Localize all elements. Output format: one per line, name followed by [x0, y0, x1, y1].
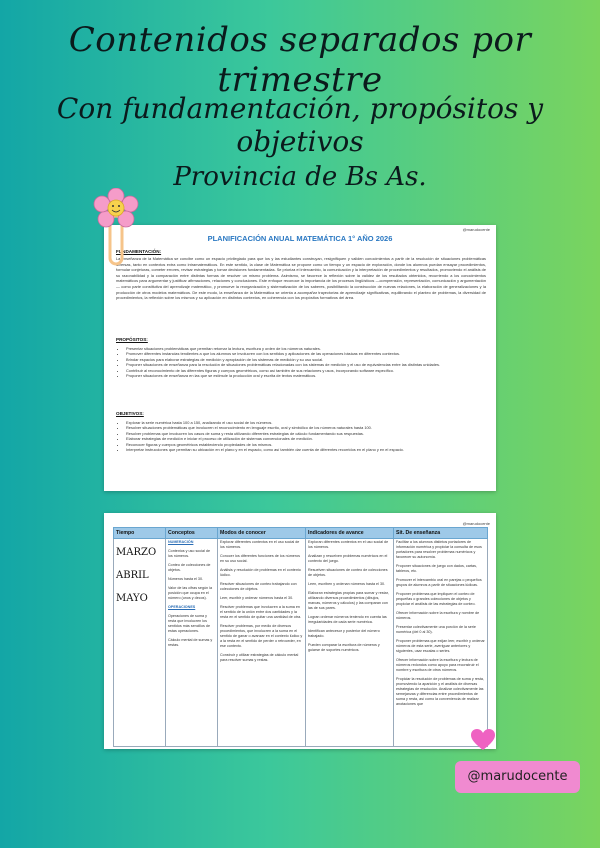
modo-item: Leer, escribir y ordenar números hasta el 30. — [220, 596, 294, 600]
header-subtitle: Con fundamentación, propósitos y objetivos — [56, 92, 544, 158]
objetivo-item: • Elaborar estrategias de medición e iniciar el proceso de utilización de sistemas convencionales de medición. — [126, 436, 494, 441]
fundamentacion-text: La enseñanza de la Matemática se concibe como un espacio privilegiado para que los y las estudiantes construyan, resignifiquen y validen conocimientos a partir de la resolución de situaciones problemáticas diversas, tanto en contextos extra como intramatemáticos. En este sentido, la clase de Matemática se propone como un tiempo y un espacio de exploración, donde los alumnos puedan ensayar procedimientos, formular conjeturas, cometer errores, revisar estrategias y tomar decisiones fundamentadas. Se prioriza el intercambio, la comunicación y la interpretación de procedimientos y resultados, promoviendo el análisis de su razonabilidad y la comparación entre distintas formas de resolver un mismo problema. Asimismo, se favorece la reflexión sobre la validez de los resultados obtenidos, recurriendo a los conocimientos matemáticos para argumentar y justificar afirmaciones, relaciones y conclusiones. Este enfoque reconoce la importancia de los procesos lingüísticos —comprensión, representación, comunicación y argumentación— como parte constitutiva del aprendizaje matemático, y promueve la reorganización y sistematización de los saberes, posibilitando la construcción de nuevas relaciones, la elaboración de generalizaciones y la producción de otros modelos matemáticos. De este modo, la enseñanza de la Matemática se orienta a acompañar trayectorias de aprendizaje significativas, equilibrando el planteo de problemas, la diversidad de procedimientos, la reflexión sobre los mismos y su aplicación en distintos contextos, en coherencia con los propósitos formativos del área. — [116, 256, 486, 301]
concept-item: Operaciones de suma y resta que involucren los sentidos más sencillos de estas operaciones. — [168, 614, 211, 633]
cell-modos — [218, 539, 306, 747]
cell-conceptos — [166, 539, 218, 747]
indicador-item: Resuelven situaciones de conteo de colecciones de objetos. — [308, 568, 388, 577]
concept-item: Números hasta el 30. — [168, 577, 204, 581]
page-title: PLANIFICACIÓN ANUAL MATEMÁTICA 1° AÑO 2026 — [207, 234, 393, 243]
cell-situaciones — [394, 539, 488, 747]
situacion-item: Proponer problemas que exijan leer, escribir y ordenar números de esta serie, averiguar anteriores y siguientes, usar escalas o series. — [396, 639, 485, 653]
modo-item: Resolver problemas, por medio de diversos procedimientos, que involucren a la suma en el sentido de ganar o avanzar en el contexto lúdico y a la resta en el sentido de perder o retroceder, en ese contexto. — [220, 624, 303, 648]
objetivo-item: • Resolver problemas que involucren los casos de suma y resta utilizando diferentes estrategias de cálculo fundamentando sus respuestas. — [126, 431, 494, 436]
modo-item: Explorar diferentes contextos en el uso social de los números. — [220, 540, 300, 549]
month-label: MARZO — [116, 547, 157, 558]
month-label: MAYO — [116, 593, 148, 604]
concept-heading: NUMERACIÓN — [168, 540, 194, 544]
fundamentacion-heading: FUNDAMENTACIÓN: — [116, 249, 162, 254]
page-brand: @marudocente — [462, 227, 490, 232]
concept-item: Valor de las cifras según la posición que ocupa en el número (unos y decos). — [168, 586, 212, 600]
situacion-item: Ofrecer información sobre la escritura y lectura de números redondos como apoyo para reconstruir el nombre y escritura de otros números. — [396, 658, 479, 672]
indicador-item: Leen, escriben y ordenan números hasta el 30. — [308, 582, 386, 586]
concept-heading: OPERACIONES — [168, 605, 196, 609]
header-province: Provincia de Bs As. — [173, 162, 427, 192]
indicador-item: Elaboran estrategias propias para sumar y restar, utilizando diversos procedimientos (dibujos, marcas, números y cálculos) y las comparan con las de sus pares. — [308, 591, 389, 610]
document-page-fundamentacion — [104, 225, 496, 491]
situacion-item: Proponer problemas que impliquen el conteo de pequeñas o grandes colecciones de objetos y propiciar el análisis de las estrategias de conteo. — [396, 592, 476, 606]
social-handle: @marudocente — [455, 761, 580, 793]
col-header-modos: Modos de conocer — [218, 528, 306, 539]
objetivos-list — [118, 420, 494, 452]
objetivo-item: • Reconocer figuras y cuerpos geométricos estableciendo propiedades de los mismos. — [126, 442, 494, 447]
flower-clip-icon — [88, 188, 148, 268]
concept-item: Cálculo mental de sumas y restas. — [168, 638, 213, 647]
proposito-item: • Brindar espacios para elaborar estrategias de medición y apropiación de los sistemas de medición y su uso social. — [126, 357, 494, 362]
header-title: Contenidos separados por trimestre — [68, 20, 532, 100]
concept-list — [168, 549, 215, 601]
proposito-item: • Proponer situaciones de enseñanza para la resolución de situaciones problemáticas relacionadas con los sistemas de medición y el uso de equivalencias entre las distintas unidades. — [126, 362, 494, 367]
proposito-item: • Contribuir al reconocimiento de las diferentes figuras y cuerpos geométricos, como así también de sus relaciones y usos, incorporando software específico. — [126, 368, 494, 373]
modo-item: Construir y utilizar estrategias de cálculo mental para resolver sumas y restas. — [220, 653, 299, 662]
table-header-row — [114, 528, 488, 539]
heart-icon — [470, 728, 496, 752]
page-brand: @marudocente — [462, 521, 490, 526]
situacion-item: Presentar colectivamente una porción de la serie numérica (del 0 al 30). — [396, 625, 476, 634]
situacion-item: Facilitar a los alumnos distintos portadores de información numérica y propiciar la consulta de esos portadores para resolver problemas numéricos y favorecer su autonomía. — [396, 540, 482, 559]
planning-table — [113, 527, 488, 747]
table-row — [114, 539, 488, 747]
proposito-item: • Proponer situaciones de enseñanza en las que se estimule la producción oral y escrita de textos matemáticos. — [126, 373, 494, 378]
objetivo-item: • Interpretar instrucciones que permitan su ubicación en el plano y en el espacio, como así también dar cuenta de diferentes recorridos en el plano y en el espacio. — [126, 447, 494, 452]
concept-item: Conteo de colecciones de objetos. — [168, 563, 211, 572]
indicador-item: Identifican antecesor y posterior del número trabajado. — [308, 629, 380, 638]
situacion-item: Propiciar la resolución de problemas de suma y resta, promoviendo la aparición y el análisis de diversas estrategias de resolución. Analizar colectivamente las semejanzas y diferencias entre procedimientos de suma y resta, así como la conveniencia de realizar anotaciones que — [396, 677, 484, 706]
month-label: ABRIL — [116, 570, 149, 581]
indicador-item: Exploran diferentes contextos en el uso social de los números. — [308, 540, 389, 549]
col-header-indicadores: Indicadores de avance — [306, 528, 394, 539]
modo-item: Resolver problemas que involucren a la suma en el sentido de la unión entre dos cantidades y la resta en el sentido de quitar una cantidad de otra. — [220, 605, 302, 619]
indicador-item: Analizan y resuelven problemas numéricos en el contexto del juego. — [308, 554, 388, 563]
cell-tiempo — [114, 539, 166, 747]
situacion-item: Proponer situaciones de juego con dados, cartas, tableros, etc. — [396, 564, 477, 573]
col-header-tiempo: Tiempo — [114, 528, 166, 539]
objetivo-item: • Resolver situaciones problemáticas que involucren el reconocimiento en lenguaje escrito, oral y simbólico de los números naturales hasta 100. — [126, 425, 494, 430]
objetivos-heading: OBJETIVOS: — [116, 411, 144, 416]
proposito-item: • Presentar situaciones problemáticas que permitan retomar la lectura, escritura y orden de los números naturales. — [126, 346, 494, 351]
modo-item: Análisis y resolución de problemas en el contexto lúdico. — [220, 568, 301, 577]
modo-item: Conocer los diferentes funciones de los números en su uso social. — [220, 554, 300, 563]
objetivo-item: • Explorar la serie numérica hasta 100 a 150, analizando el uso social de los números. — [126, 420, 494, 425]
concept-list — [168, 614, 215, 648]
indicador-item: Logran ordenar números teniendo en cuenta las irregularidades de cada serie numérica. — [308, 615, 387, 624]
situacion-item: Ofrecer información sobre la escritura y nombre de números. — [396, 611, 480, 620]
propositos-list — [118, 346, 494, 378]
col-header-conceptos: Conceptos — [166, 528, 218, 539]
col-header-situaciones: Sit. De enseñanza — [394, 528, 488, 539]
indicador-item: Pueden comparar la escritura de números y guiarse de soportes numéricos. — [308, 643, 380, 652]
concept-item: Contextos y uso social de los números. — [168, 549, 211, 558]
propositos-heading: PROPÓSITOS: — [116, 337, 148, 342]
situacion-item: Promover el intercambio oral en parejas o pequeños grupos de alumnos a partir de situaciones lúdicas. — [396, 578, 482, 587]
cell-indicadores — [306, 539, 394, 747]
proposito-item: • Promover diferentes instancias tendientes a que los alumnos se involucren con los sentidos y aplicaciones de las operaciones básicas en diferentes contextos. — [126, 351, 494, 356]
modo-item: Resolver situaciones de conteo trabajando con colecciones de objetos. — [220, 582, 297, 591]
document-page-table — [104, 513, 496, 749]
